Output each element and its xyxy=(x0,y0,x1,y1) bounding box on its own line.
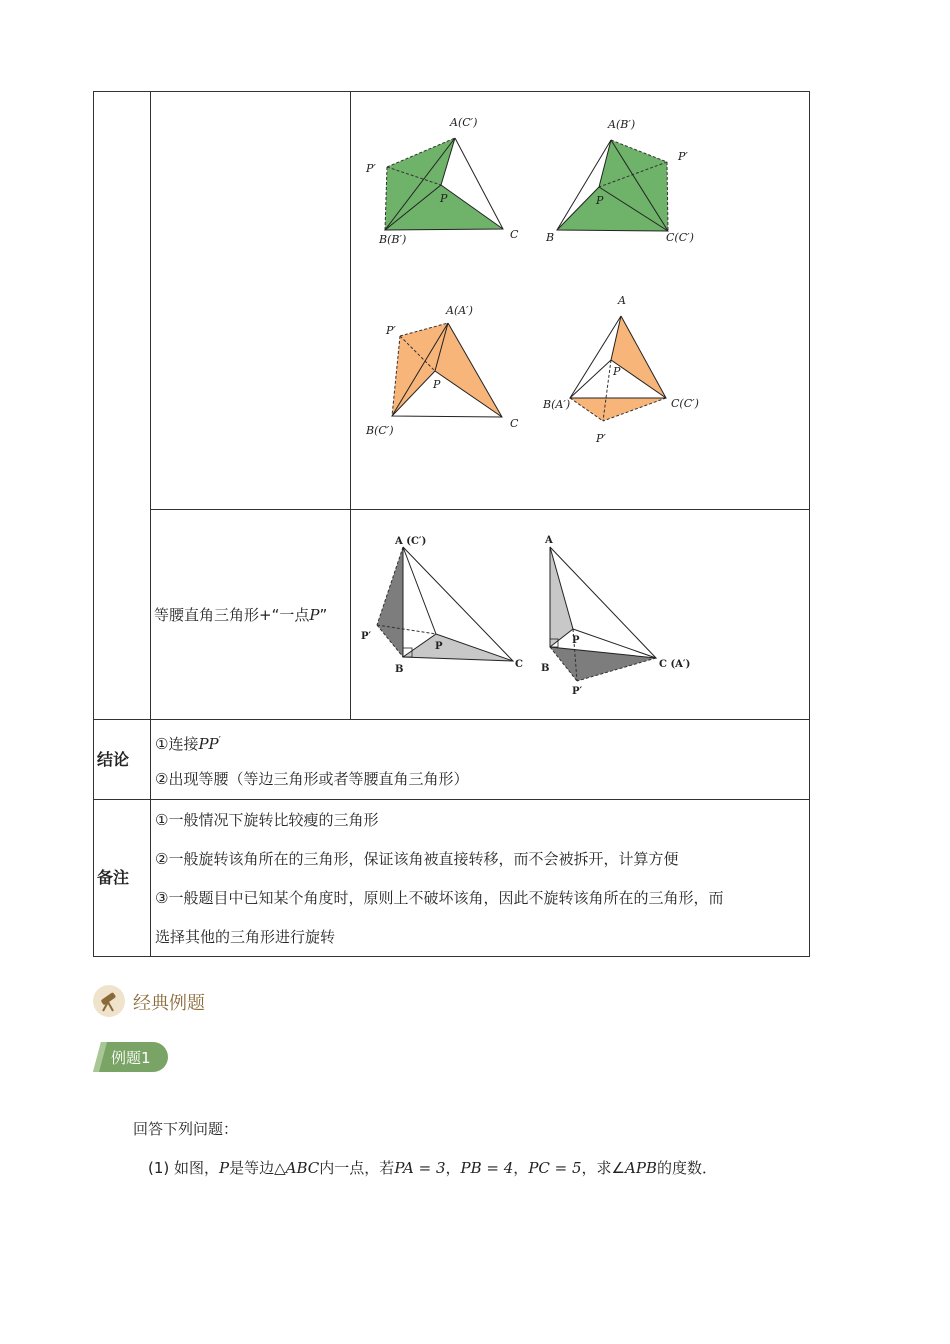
label-p: P xyxy=(433,378,441,391)
rotation-figure-2 xyxy=(540,110,710,250)
label-p: P xyxy=(572,635,580,646)
label-a: A (C′) xyxy=(395,536,427,547)
label-c: C xyxy=(515,659,523,670)
example-tag xyxy=(93,1042,168,1072)
remarks-line-3: ③一般题目中已知某个角度时，原则上不破坏该角，因此不旋转该角所在的三角形，而 xyxy=(155,889,724,907)
remarks-line-2: ②一般旋转该角所在的三角形，保证该角被直接转移，而不会被拆开，计算方便 xyxy=(155,850,679,868)
conclusion-line-2: ②出现等腰（等边三角形或者等腰直角三角形） xyxy=(155,770,469,788)
rotation-figure-1 xyxy=(360,110,530,250)
label-a: A(C′) xyxy=(450,116,478,129)
label-p-prime: P′ xyxy=(678,150,688,163)
remarks-line-4: 选择其他的三角形进行旋转 xyxy=(155,928,336,946)
label-a: A xyxy=(618,294,626,307)
label-b: B(C′) xyxy=(366,424,394,437)
label-p: P xyxy=(613,365,621,378)
label-b: B xyxy=(546,231,555,244)
label-p-prime: P′ xyxy=(386,324,396,337)
label-c: C xyxy=(510,417,519,430)
label-c: C(C′) xyxy=(666,231,694,244)
label-c: C xyxy=(510,228,519,241)
example-tag-label: 例题1 xyxy=(111,1049,151,1067)
conclusion-header: 结论 xyxy=(97,750,130,769)
label-b: B(B′) xyxy=(379,233,407,246)
label-b: B xyxy=(395,664,404,675)
label-a: A xyxy=(545,535,553,546)
label-p-prime: P′ xyxy=(361,631,372,642)
label-p-prime: P′ xyxy=(366,162,376,175)
telescope-icon xyxy=(93,985,125,1017)
label-p: P xyxy=(435,641,443,652)
label-p-prime: P′ xyxy=(596,432,606,445)
label-a: A(B′) xyxy=(608,118,636,131)
section-title: 经典例题 xyxy=(133,993,205,1014)
rotation-figure-5 xyxy=(355,530,530,680)
rotation-figure-4 xyxy=(540,290,710,450)
question-intro: 回答下列问题： xyxy=(133,1120,239,1138)
label-p-prime: P′ xyxy=(572,686,583,697)
label-a: A(A′) xyxy=(446,304,473,317)
remarks-line-1: ①一般情况下旋转比较瘦的三角形 xyxy=(155,811,379,829)
remarks-header: 备注 xyxy=(97,868,130,887)
label-c: C(C′) xyxy=(671,397,699,410)
label-c: C (A′) xyxy=(659,659,691,670)
question-1: (1) 如图，P是等边△ABC内一点，若PA = 3，PB = 4，PC = 5，求∠APB的度数． xyxy=(148,1159,717,1177)
label-b: B xyxy=(541,663,550,674)
label-p: P xyxy=(440,192,448,205)
label-p: P xyxy=(596,194,604,207)
rotation-figure-6 xyxy=(535,530,710,700)
label-b: B(A′) xyxy=(543,398,571,411)
rotation-figure-3 xyxy=(360,300,530,440)
row-label-isosceles-right: 等腰直角三角形+“一点P” xyxy=(154,606,328,624)
conclusion-line-1: ①连接PP′ xyxy=(155,735,221,753)
